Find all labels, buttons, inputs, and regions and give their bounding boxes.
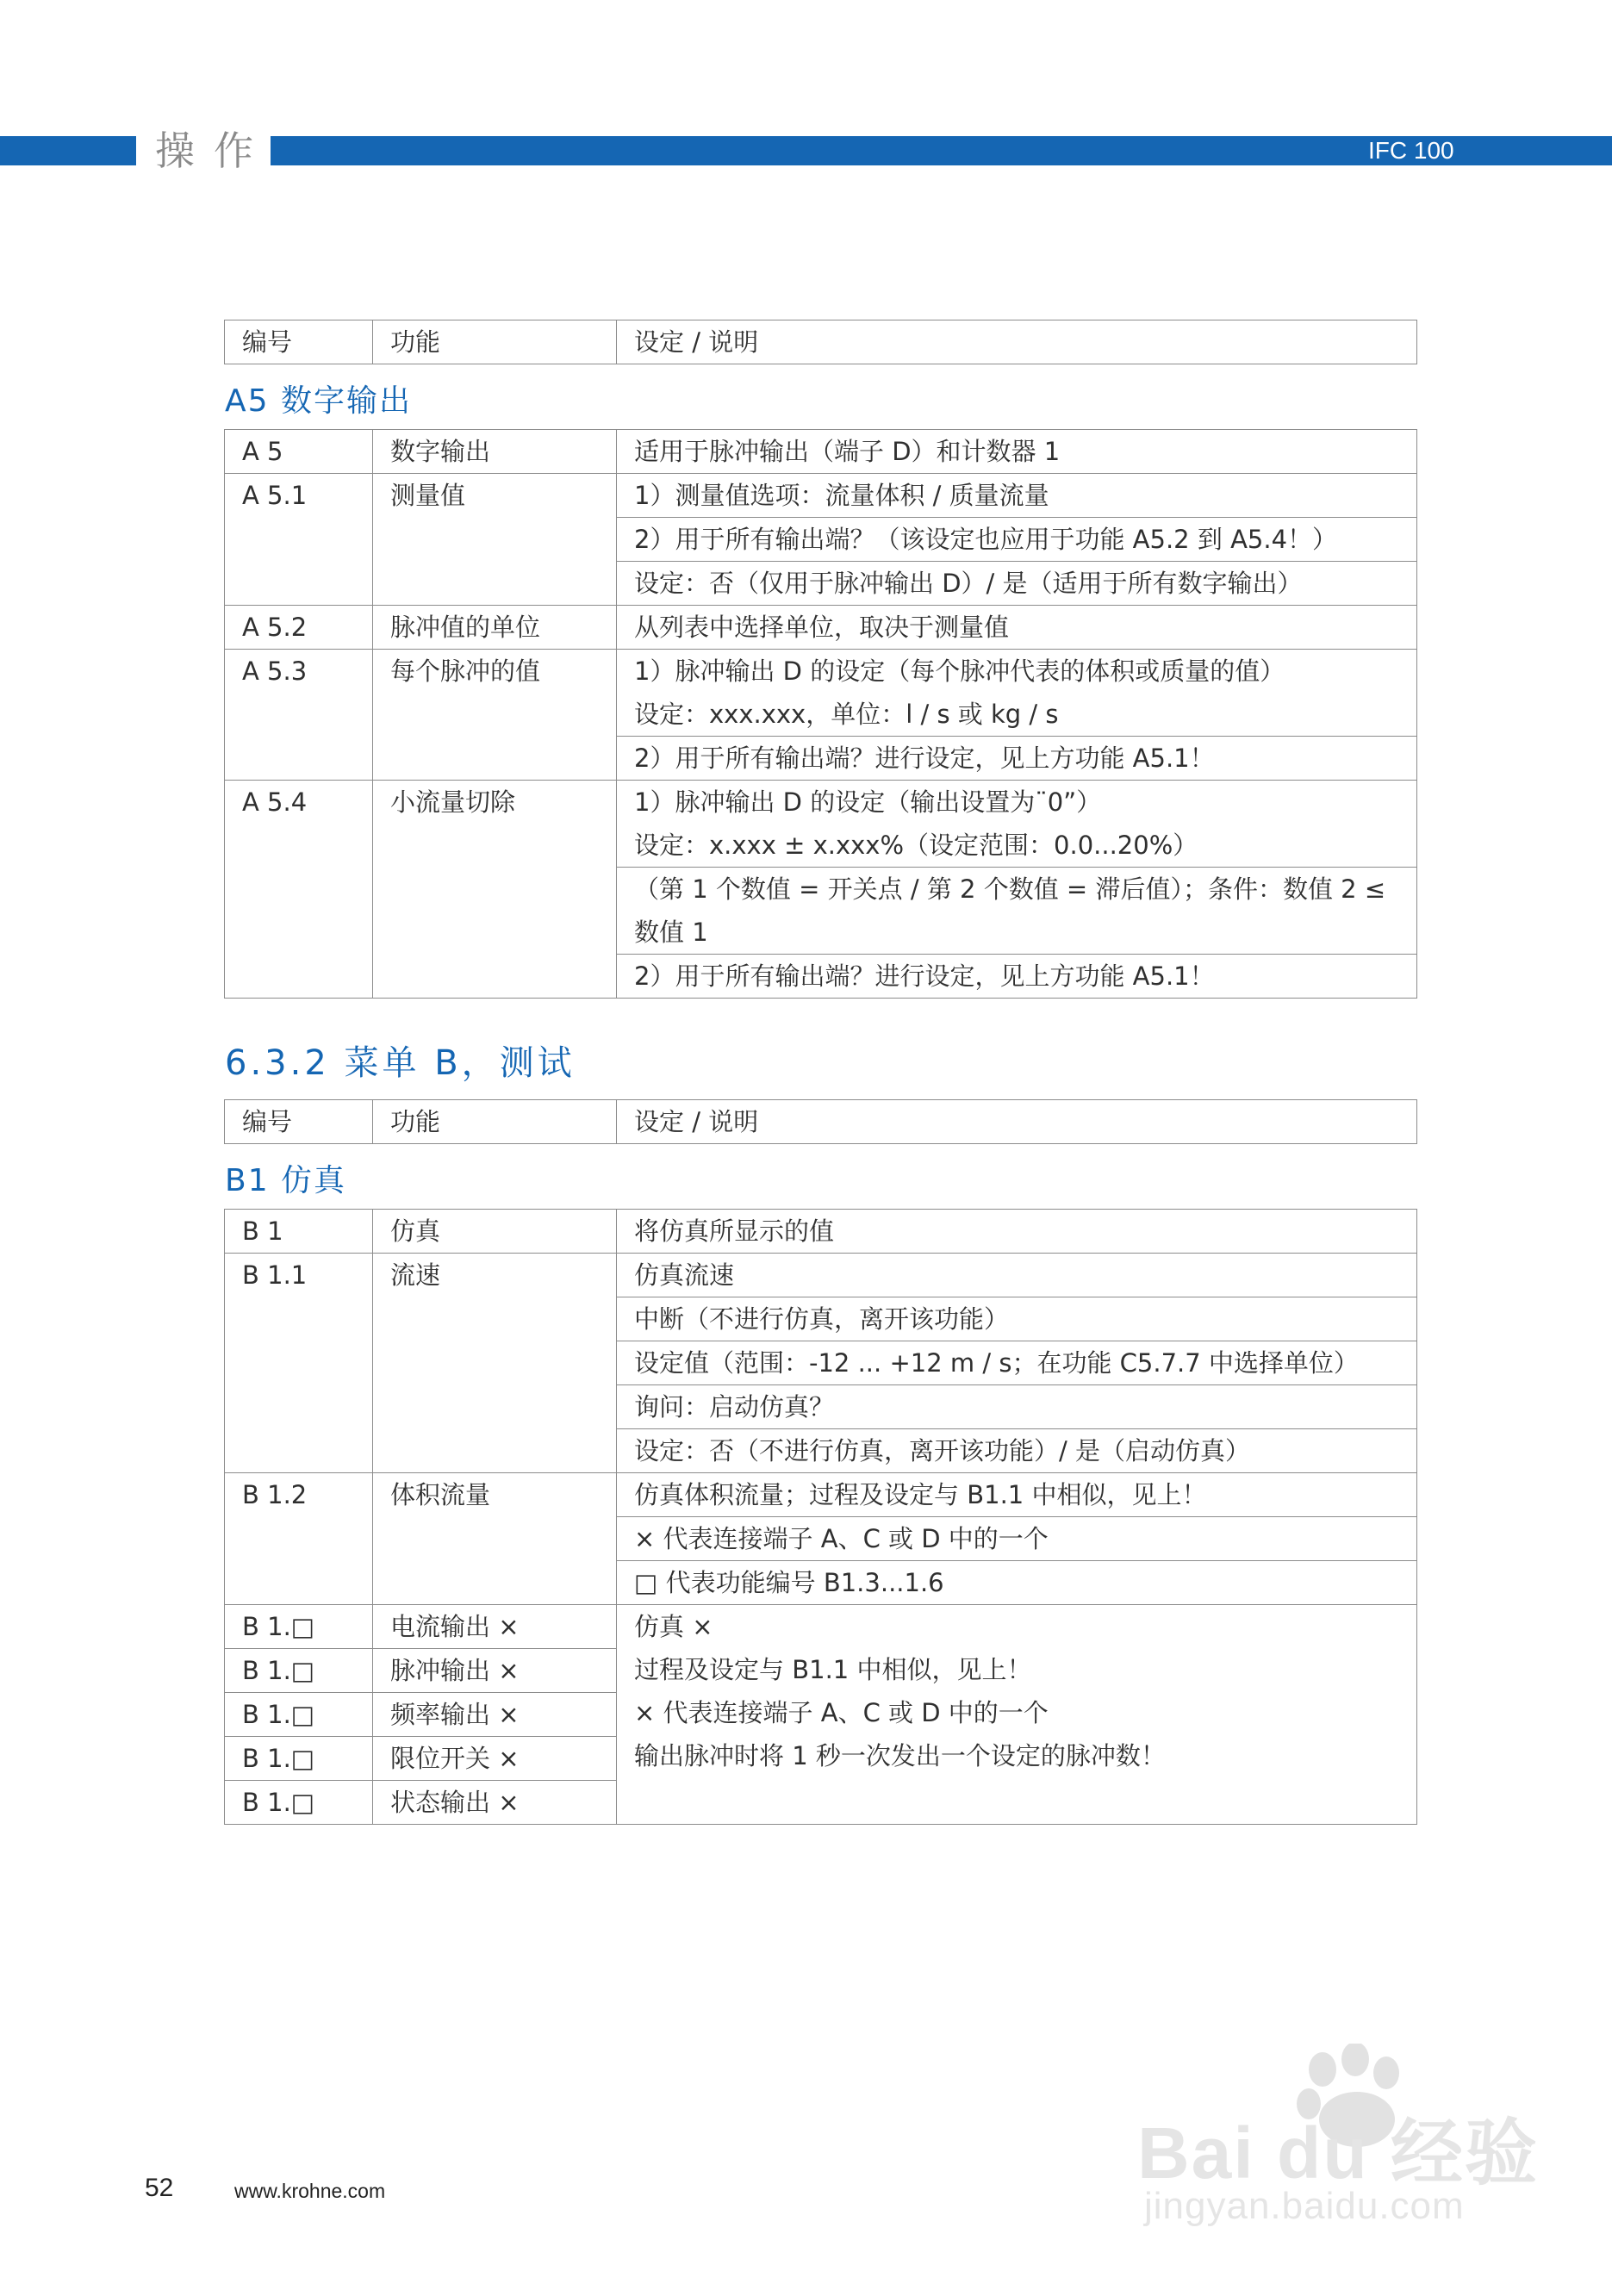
cell-description: 从列表中选择单位，取决于测量值 [617, 606, 1417, 650]
cell-number: B 1 [225, 1210, 373, 1254]
cell-function: 小流量切除 [373, 781, 617, 999]
cell-function: 状态输出 × [373, 1781, 617, 1825]
cell-description: 1）测量值选项：流量体积 / 质量流量 [617, 474, 1417, 518]
header-title: 操作 [155, 128, 272, 174]
page-number: 52 [145, 2174, 174, 2202]
section-heading-menu-b: 6.3.2 菜单 B，测试 [225, 1043, 576, 1083]
cell-number: B 1.2 [225, 1473, 373, 1605]
cell-description: 仿真流速 [617, 1254, 1417, 1297]
table-row [225, 606, 1417, 650]
column-header-function: 功能 [373, 320, 617, 364]
cell-function: 测量值 [373, 474, 617, 606]
column-header-table-a [224, 320, 1417, 364]
table-row [225, 430, 1417, 474]
table-row [225, 320, 1417, 364]
description-line: 设定：xxx.xxx，单位：l / s 或 kg / s [634, 700, 1059, 729]
cell-number: B 1.1 [225, 1254, 373, 1473]
cell-number: A 5 [225, 430, 373, 474]
cell-description [617, 1605, 1417, 1825]
section-title-b1: B1 仿真 [225, 1163, 347, 1198]
cell-number: A 5.1 [225, 474, 373, 606]
table-row [225, 1473, 1417, 1517]
description-line: 1）脉冲输出 D 的设定（输出设置为¨0”） [634, 787, 1102, 817]
cell-description: 中断（不进行仿真，离开该功能） [617, 1297, 1417, 1341]
section-title-a5: A5 数字输出 [225, 383, 412, 419]
watermark-domain: jingyan.baidu.com [1144, 2185, 1465, 2227]
description-line: 输出脉冲时将 1 秒一次发出一个设定的脉冲数！ [634, 1741, 1166, 1770]
model-label: IFC 100 [1368, 137, 1454, 164]
description-line: × 代表连接端子 A、C 或 D 中的一个 [634, 1698, 1049, 1727]
column-header-description: 设定 / 说明 [617, 320, 1417, 364]
column-header-number: 编号 [225, 1100, 373, 1144]
cell-function: 脉冲值的单位 [373, 606, 617, 650]
cell-description: 将仿真所显示的值 [617, 1210, 1417, 1254]
cell-description [617, 781, 1417, 868]
cell-description: 设定：否（仅用于脉冲输出 D）/ 是（适用于所有数字输出） [617, 562, 1417, 606]
watermark-brand: Bai du 经验 [1137, 2112, 1540, 2193]
cell-function: 脉冲输出 × [373, 1649, 617, 1693]
table-row [225, 1210, 1417, 1254]
header-band-left [0, 136, 136, 165]
cell-function: 每个脉冲的值 [373, 650, 617, 781]
cell-function: 仿真 [373, 1210, 617, 1254]
table-row [225, 474, 1417, 518]
table-row [225, 650, 1417, 737]
cell-function: 频率输出 × [373, 1693, 617, 1737]
a5-table [224, 429, 1417, 999]
table-row [225, 1254, 1417, 1297]
cell-description: 适用于脉冲输出（端子 D）和计数器 1 [617, 430, 1417, 474]
cell-number: B 1.□ [225, 1737, 373, 1781]
cell-number: A 5.4 [225, 781, 373, 999]
cell-description: × 代表连接端子 A、C 或 D 中的一个 [617, 1517, 1417, 1561]
table-row [225, 1605, 1417, 1649]
cell-description: □ 代表功能编号 B1.3...1.6 [617, 1561, 1417, 1605]
cell-number: A 5.2 [225, 606, 373, 650]
description-line: 过程及设定与 B1.1 中相似，见上！ [634, 1655, 1032, 1684]
cell-description: 询问：启动仿真？ [617, 1385, 1417, 1429]
cell-number: B 1.□ [225, 1605, 373, 1649]
cell-description: 2）用于所有输出端？（该设定也应用于功能 A5.2 到 A5.4！） [617, 518, 1417, 562]
cell-function: 体积流量 [373, 1473, 617, 1605]
table-row [225, 1100, 1417, 1144]
description-line: 设定：x.xxx ± x.xxx%（设定范围：0.0...20%） [634, 831, 1198, 860]
cell-description: 设定：否（不进行仿真，离开该功能）/ 是（启动仿真） [617, 1429, 1417, 1473]
cell-description: 2）用于所有输出端？进行设定，见上方功能 A5.1！ [617, 737, 1417, 781]
cell-number: B 1.□ [225, 1649, 373, 1693]
cell-description: （第 1 个数值 = 开关点 / 第 2 个数值 = 滞后值）；条件：数值 2 ≤ 数值 1 [617, 868, 1417, 955]
table-row [225, 781, 1417, 868]
cell-number: B 1.□ [225, 1693, 373, 1737]
description-line: 1）脉冲输出 D 的设定（每个脉冲代表的体积或质量的值） [634, 656, 1285, 686]
website-link[interactable]: www.krohne.com [234, 2180, 386, 2202]
description-line: 仿真 × [634, 1612, 713, 1641]
cell-description: 2）用于所有输出端？进行设定，见上方功能 A5.1！ [617, 955, 1417, 999]
column-header-description: 设定 / 说明 [617, 1100, 1417, 1144]
b1-table [224, 1209, 1417, 1825]
cell-function: 限位开关 × [373, 1737, 617, 1781]
cell-number: A 5.3 [225, 650, 373, 781]
baidu-watermark [1137, 2044, 1542, 2250]
cell-function: 流速 [373, 1254, 617, 1473]
cell-number: B 1.□ [225, 1781, 373, 1825]
cell-function: 数字输出 [373, 430, 617, 474]
cell-description: 仿真体积流量；过程及设定与 B1.1 中相似，见上！ [617, 1473, 1417, 1517]
column-header-number: 编号 [225, 320, 373, 364]
cell-description [617, 650, 1417, 737]
cell-description: 设定值（范围：-12 ... +12 m / s；在功能 C5.7.7 中选择单位） [617, 1341, 1417, 1385]
column-header-function: 功能 [373, 1100, 617, 1144]
cell-function: 电流输出 × [373, 1605, 617, 1649]
column-header-table-b [224, 1099, 1417, 1144]
